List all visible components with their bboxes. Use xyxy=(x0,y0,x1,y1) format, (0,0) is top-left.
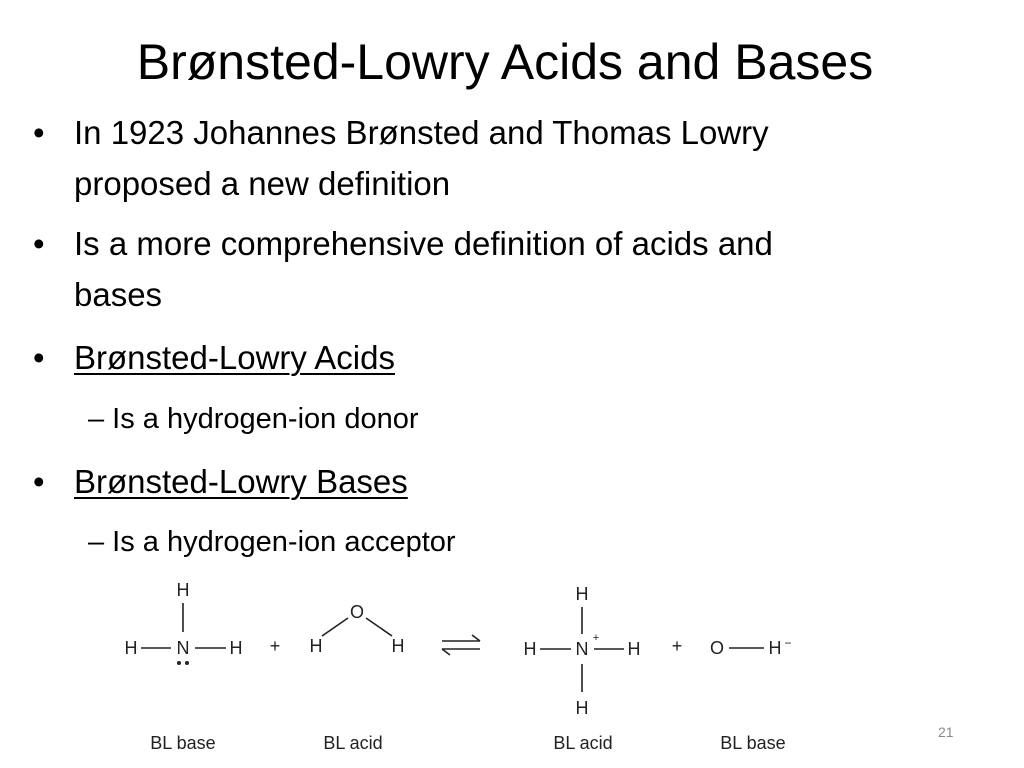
slide-number: 21 xyxy=(938,724,954,740)
reaction-diagram xyxy=(0,570,1024,768)
ammonia-molecule xyxy=(125,580,243,665)
bullet-dot: • xyxy=(33,114,45,151)
water-molecule xyxy=(310,602,405,656)
atom-o: O xyxy=(349,602,365,622)
lone-pair-dot xyxy=(185,661,189,665)
atom-h: H xyxy=(768,638,782,658)
equilibrium-arrow-icon xyxy=(442,635,480,655)
label-bl-acid: BL acid xyxy=(323,733,383,753)
ammonium-ion xyxy=(524,584,641,718)
bullet-1 xyxy=(33,107,769,209)
bullet-1-line-2: proposed a new definition xyxy=(74,165,451,202)
bullet-1-line-1: In 1923 Johannes Brønsted and Thomas Lowry xyxy=(74,114,769,151)
bullet-dot: • xyxy=(33,225,45,262)
bullet-4 xyxy=(33,456,408,507)
slide-title: Brønsted-Lowry Acids and Bases xyxy=(136,34,874,90)
atom-h: H xyxy=(309,636,323,656)
atom-h: H xyxy=(124,638,138,658)
plus-sign: + xyxy=(269,636,281,656)
atom-h: H xyxy=(575,584,589,604)
bullet-3 xyxy=(33,332,395,383)
bases-heading: Brønsted-Lowry Bases xyxy=(74,463,408,500)
label-bl-acid: BL acid xyxy=(553,733,613,753)
bullet-dot: • xyxy=(33,463,45,500)
acids-heading: Brønsted-Lowry Acids xyxy=(74,339,395,376)
bullet-dot: • xyxy=(33,339,45,376)
atom-n: N xyxy=(575,639,589,659)
plus-sign: + xyxy=(671,636,683,656)
bullet-2-line-1: Is a more comprehensive definition of acids and xyxy=(74,225,773,262)
lone-pair-dot xyxy=(177,661,181,665)
positive-charge: + xyxy=(592,632,600,644)
atom-h: H xyxy=(229,638,243,658)
atom-h: H xyxy=(575,698,589,718)
atom-h: H xyxy=(391,636,405,656)
label-bl-base: BL base xyxy=(720,733,786,753)
negative-charge: − xyxy=(784,636,792,650)
bond xyxy=(322,618,348,636)
bond xyxy=(366,618,392,636)
hydroxide-ion xyxy=(710,636,792,658)
atom-n: N xyxy=(176,638,190,658)
label-bl-base: BL base xyxy=(150,733,216,753)
atom-h: H xyxy=(176,580,190,600)
atom-o: O xyxy=(709,638,725,658)
bullet-2-line-2: bases xyxy=(74,276,163,313)
acids-definition: – Is a hydrogen-ion donor xyxy=(88,403,419,435)
bullet-2 xyxy=(33,218,773,320)
atom-h: H xyxy=(627,639,641,659)
bases-definition: – Is a hydrogen-ion acceptor xyxy=(88,526,456,558)
atom-h: H xyxy=(523,639,537,659)
